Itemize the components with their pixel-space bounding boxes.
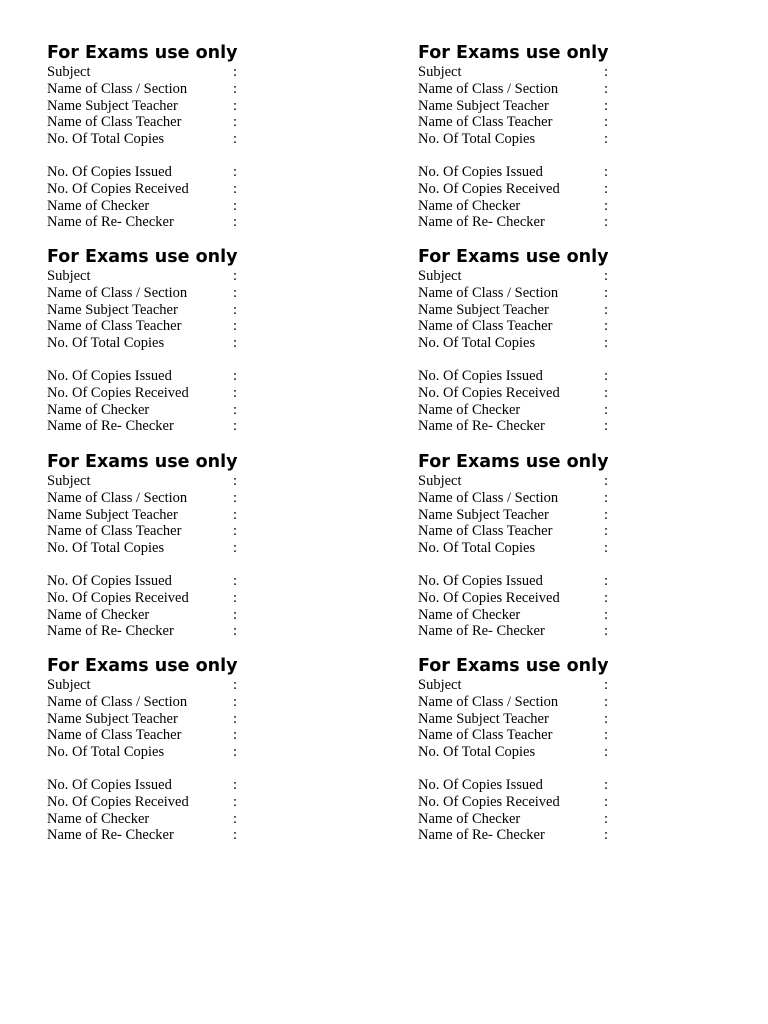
block-heading: For Exams use only: [418, 452, 609, 472]
field-label: Name of Class / Section: [47, 80, 188, 97]
field-row: [47, 473, 377, 490]
block-heading: For Exams use only: [47, 247, 238, 267]
field-separator: :: [233, 97, 238, 114]
field-row: [418, 744, 748, 761]
exam-label-block: [47, 247, 377, 435]
field-separator: :: [233, 384, 238, 401]
field-row: [47, 114, 377, 131]
exam-label-block: [418, 247, 748, 435]
field-row: [47, 385, 377, 402]
field-separator: :: [233, 710, 238, 727]
block-heading: For Exams use only: [418, 43, 609, 63]
field-label: Name of Class / Section: [418, 693, 559, 710]
field-separator: :: [604, 489, 609, 506]
field-label: Subject: [418, 268, 462, 284]
field-row: [418, 694, 748, 711]
field-label: Name of Re- Checker: [418, 827, 545, 844]
exam-label-block: [418, 452, 748, 640]
field-label: Name of Class Teacher: [47, 114, 182, 131]
field-row: [47, 523, 377, 540]
field-label: No. Of Copies Issued: [418, 777, 543, 793]
field-row: [47, 794, 377, 811]
field-label: Name of Class / Section: [418, 489, 559, 506]
field-label: Name Subject Teacher: [47, 710, 178, 727]
field-row: [418, 368, 748, 385]
field-row: [47, 590, 377, 607]
field-label: No. Of Total Copies: [418, 335, 536, 351]
field-label: No. Of Copies Issued: [47, 777, 172, 793]
field-label: Name of Re- Checker: [418, 214, 545, 231]
field-separator: :: [233, 131, 238, 147]
field-label: Subject: [418, 64, 462, 80]
field-separator: :: [604, 214, 609, 231]
field-label: No. Of Copies Received: [47, 589, 189, 606]
field-group-spacer: [418, 557, 748, 573]
field-row: [47, 540, 377, 557]
field-row: [418, 131, 748, 148]
field-label: No. Of Copies Received: [47, 793, 189, 810]
field-label: Name Subject Teacher: [418, 506, 549, 523]
field-separator: :: [604, 506, 609, 523]
field-row: [47, 744, 377, 761]
field-separator: :: [604, 180, 609, 197]
field-row: [418, 590, 748, 607]
field-label: No. Of Copies Issued: [418, 573, 543, 589]
block-heading: For Exams use only: [47, 452, 238, 472]
field-row: [418, 473, 748, 490]
field-separator: :: [233, 810, 238, 827]
field-label: Name of Checker: [47, 401, 150, 418]
field-separator: :: [604, 318, 609, 335]
field-group-spacer: [418, 148, 748, 164]
field-separator: :: [233, 318, 238, 335]
field-group-spacer: [47, 148, 377, 164]
field-group-spacer: [47, 761, 377, 777]
field-separator: :: [604, 589, 609, 606]
field-row: [418, 523, 748, 540]
field-separator: :: [604, 197, 609, 214]
field-label: Name of Checker: [47, 197, 150, 214]
field-separator: :: [233, 606, 238, 623]
field-row: [47, 677, 377, 694]
exam-label-block: [418, 43, 748, 231]
block-heading: For Exams use only: [418, 656, 609, 676]
block-heading: For Exams use only: [418, 247, 609, 267]
field-row: [47, 285, 377, 302]
field-separator: :: [233, 793, 238, 810]
field-separator: :: [233, 284, 238, 301]
field-label: Name of Class Teacher: [418, 727, 553, 744]
field-label: No. Of Total Copies: [47, 744, 165, 760]
field-separator: :: [604, 131, 609, 147]
field-separator: :: [604, 268, 609, 284]
field-separator: :: [604, 384, 609, 401]
field-separator: :: [604, 401, 609, 418]
field-separator: :: [233, 418, 238, 435]
field-label: No. Of Copies Issued: [418, 368, 543, 384]
field-separator: :: [604, 710, 609, 727]
field-separator: :: [233, 523, 238, 540]
field-row: [418, 181, 748, 198]
field-row: [418, 318, 748, 335]
field-row: [418, 198, 748, 215]
field-row: [418, 777, 748, 794]
field-separator: :: [604, 301, 609, 318]
field-row: [47, 302, 377, 319]
field-row: [47, 164, 377, 181]
field-separator: :: [604, 114, 609, 131]
field-label: Name of Class / Section: [418, 284, 559, 301]
field-separator: :: [233, 80, 238, 97]
field-separator: :: [233, 335, 238, 351]
exam-label-block: [418, 656, 748, 844]
field-separator: :: [604, 164, 609, 180]
field-label: No. Of Total Copies: [47, 335, 165, 351]
exam-label-block: [47, 43, 377, 231]
field-group-spacer: [47, 352, 377, 368]
field-row: [47, 607, 377, 624]
field-separator: :: [604, 80, 609, 97]
field-row: [418, 794, 748, 811]
field-label: Name of Class / Section: [418, 80, 559, 97]
field-row: [47, 507, 377, 524]
field-label: No. Of Copies Issued: [47, 573, 172, 589]
field-separator: :: [233, 268, 238, 284]
field-row: [418, 98, 748, 115]
field-row: [47, 214, 377, 231]
field-row: [418, 268, 748, 285]
field-row: [418, 64, 748, 81]
field-label: Name Subject Teacher: [47, 301, 178, 318]
field-label: No. Of Copies Received: [47, 180, 189, 197]
field-row: [47, 98, 377, 115]
field-separator: :: [233, 64, 238, 80]
field-separator: :: [604, 606, 609, 623]
field-row: [418, 677, 748, 694]
field-separator: :: [233, 573, 238, 589]
field-separator: :: [604, 677, 609, 693]
field-row: [47, 418, 377, 435]
field-row: [418, 402, 748, 419]
field-label: No. Of Total Copies: [418, 744, 536, 760]
field-row: [47, 694, 377, 711]
field-row: [418, 727, 748, 744]
field-row: [418, 507, 748, 524]
field-row: [47, 64, 377, 81]
field-row: [418, 623, 748, 640]
field-row: [418, 214, 748, 231]
field-separator: :: [233, 827, 238, 844]
field-separator: :: [233, 589, 238, 606]
field-label: Name Subject Teacher: [418, 97, 549, 114]
field-row: [47, 318, 377, 335]
field-label: Subject: [418, 473, 462, 489]
field-label: No. Of Total Copies: [418, 540, 536, 556]
field-label: Name of Class / Section: [47, 489, 188, 506]
field-separator: :: [233, 301, 238, 318]
field-row: [418, 81, 748, 98]
field-label: Subject: [47, 677, 91, 693]
field-label: Name of Checker: [418, 810, 521, 827]
field-separator: :: [604, 418, 609, 435]
field-label: Subject: [47, 64, 91, 80]
field-row: [418, 811, 748, 828]
field-row: [418, 607, 748, 624]
field-label: Name of Class Teacher: [47, 318, 182, 335]
field-separator: :: [233, 197, 238, 214]
field-separator: :: [233, 164, 238, 180]
field-label: Subject: [47, 473, 91, 489]
field-separator: :: [233, 540, 238, 556]
field-row: [47, 335, 377, 352]
field-separator: :: [604, 827, 609, 844]
field-separator: :: [604, 473, 609, 489]
field-separator: :: [604, 777, 609, 793]
field-row: [47, 181, 377, 198]
field-row: [47, 777, 377, 794]
field-label: Name of Re- Checker: [418, 418, 545, 435]
field-separator: :: [604, 540, 609, 556]
field-label: Name of Class Teacher: [47, 523, 182, 540]
field-label: Name of Checker: [418, 401, 521, 418]
field-label: No. Of Copies Issued: [47, 368, 172, 384]
exam-label-block: [47, 452, 377, 640]
field-row: [47, 368, 377, 385]
field-separator: :: [233, 506, 238, 523]
field-separator: :: [233, 489, 238, 506]
block-heading: For Exams use only: [47, 43, 238, 63]
field-separator: :: [604, 573, 609, 589]
field-label: Name of Checker: [418, 197, 521, 214]
field-label: Name of Class Teacher: [418, 523, 553, 540]
field-row: [418, 540, 748, 557]
field-label: Name of Checker: [418, 606, 521, 623]
field-separator: :: [233, 677, 238, 693]
field-separator: :: [604, 368, 609, 384]
field-label: No. Of Total Copies: [47, 131, 165, 147]
field-row: [47, 811, 377, 828]
field-separator: :: [604, 693, 609, 710]
field-label: No. Of Copies Received: [418, 793, 560, 810]
field-separator: :: [604, 97, 609, 114]
field-label: No. Of Copies Issued: [47, 164, 172, 180]
field-label: No. Of Copies Received: [418, 589, 560, 606]
field-group-spacer: [418, 761, 748, 777]
field-separator: :: [604, 335, 609, 351]
field-row: [47, 268, 377, 285]
field-row: [418, 490, 748, 507]
field-label: Name of Class / Section: [47, 284, 188, 301]
field-separator: :: [233, 727, 238, 744]
field-separator: :: [233, 368, 238, 384]
field-row: [47, 711, 377, 728]
field-row: [47, 623, 377, 640]
field-separator: :: [604, 623, 609, 640]
field-separator: :: [604, 727, 609, 744]
field-label: Name of Checker: [47, 810, 150, 827]
field-label: Name of Re- Checker: [47, 214, 174, 231]
field-label: Name Subject Teacher: [418, 710, 549, 727]
field-separator: :: [233, 180, 238, 197]
field-row: [418, 335, 748, 352]
field-separator: :: [233, 623, 238, 640]
field-label: No. Of Copies Received: [418, 384, 560, 401]
field-label: Subject: [47, 268, 91, 284]
field-separator: :: [233, 693, 238, 710]
field-label: Name of Class Teacher: [418, 318, 553, 335]
field-separator: :: [233, 214, 238, 231]
field-group-spacer: [47, 557, 377, 573]
field-label: Name of Re- Checker: [418, 623, 545, 640]
field-label: Name Subject Teacher: [47, 97, 178, 114]
field-label: Name of Re- Checker: [47, 827, 174, 844]
field-row: [47, 198, 377, 215]
field-row: [418, 164, 748, 181]
field-separator: :: [233, 114, 238, 131]
field-separator: :: [604, 64, 609, 80]
field-row: [47, 81, 377, 98]
field-row: [47, 131, 377, 148]
field-label: No. Of Total Copies: [418, 131, 536, 147]
field-label: No. Of Total Copies: [47, 540, 165, 556]
field-row: [47, 727, 377, 744]
field-row: [418, 711, 748, 728]
field-label: Name of Checker: [47, 606, 150, 623]
field-row: [418, 285, 748, 302]
exam-label-block: [47, 656, 377, 844]
field-label: Subject: [418, 677, 462, 693]
field-label: Name of Class Teacher: [418, 114, 553, 131]
field-separator: :: [233, 744, 238, 760]
field-label: No. Of Copies Received: [47, 384, 189, 401]
field-separator: :: [604, 810, 609, 827]
field-separator: :: [604, 744, 609, 760]
field-separator: :: [604, 284, 609, 301]
field-row: [418, 114, 748, 131]
field-row: [47, 490, 377, 507]
block-heading: For Exams use only: [47, 656, 238, 676]
field-row: [418, 385, 748, 402]
field-separator: :: [233, 777, 238, 793]
field-row: [418, 573, 748, 590]
field-row: [47, 573, 377, 590]
field-row: [418, 827, 748, 844]
field-row: [47, 402, 377, 419]
field-separator: :: [233, 473, 238, 489]
field-separator: :: [604, 523, 609, 540]
field-label: Name of Re- Checker: [47, 623, 174, 640]
field-label: Name of Re- Checker: [47, 418, 174, 435]
field-label: Name Subject Teacher: [418, 301, 549, 318]
field-label: Name of Class Teacher: [47, 727, 182, 744]
field-row: [418, 418, 748, 435]
field-label: Name Subject Teacher: [47, 506, 178, 523]
field-label: No. Of Copies Received: [418, 180, 560, 197]
field-label: No. Of Copies Issued: [418, 164, 543, 180]
field-row: [418, 302, 748, 319]
field-separator: :: [233, 401, 238, 418]
field-group-spacer: [418, 352, 748, 368]
field-row: [47, 827, 377, 844]
field-label: Name of Class / Section: [47, 693, 188, 710]
field-separator: :: [604, 793, 609, 810]
